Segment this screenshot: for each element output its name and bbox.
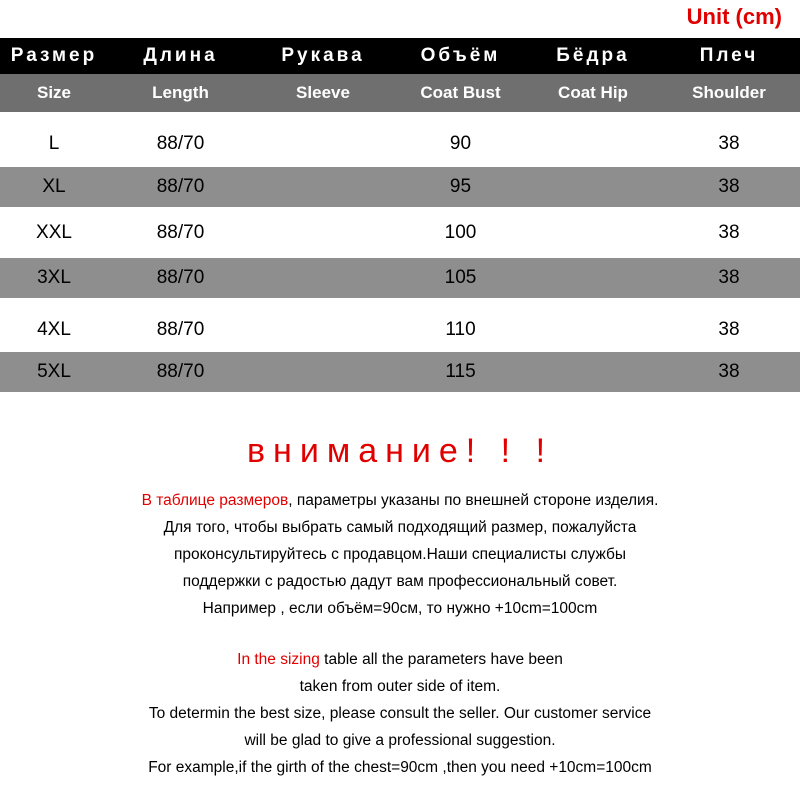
notice-en-line: To determin the best size, please consult the seller. Our customer service <box>148 705 652 722</box>
table-row <box>0 213 800 253</box>
table-row <box>0 310 800 350</box>
column-header-shoulder: Shoulder <box>692 83 766 102</box>
notice-en-first-rest: table all the parameters have been <box>319 651 563 668</box>
table-row <box>0 258 800 298</box>
notice-en-line <box>0 646 800 673</box>
column-header-ru-sleeve: Рукава <box>281 45 365 66</box>
column-header-ru-length: Длина <box>143 45 218 66</box>
cell-length: 88/70 <box>156 361 205 382</box>
column-header-ru-shoulder: Плеч <box>699 45 759 66</box>
column-header-size: Size <box>36 83 72 102</box>
cell-shoulder: 38 <box>718 267 740 288</box>
notice-russian <box>0 487 800 622</box>
attention-heading: внимание! ! ! <box>246 432 554 470</box>
notice-ru-line: проконсультируйтесь с продавцом.Наши специалисты службы <box>173 546 627 563</box>
notice-ru-line: Для того, чтобы выбрать самый подходящий размер, пожалуйста <box>163 519 637 536</box>
notice-ru-highlight: В таблице размеров <box>141 492 289 509</box>
cell-bust: 105 <box>444 267 477 288</box>
notice-ru-first-rest: , параметры указаны по внешней стороне изделия. <box>288 492 659 509</box>
cell-size: L <box>48 133 60 154</box>
table-row <box>0 124 800 164</box>
cell-size: XXL <box>36 222 72 243</box>
cell-bust: 100 <box>444 222 477 243</box>
header-row-english <box>0 74 800 112</box>
notice-en-line: taken from outer side of item. <box>299 678 501 695</box>
notice-ru-line: Например , если объём=90см, то нужно +10cm=100cm <box>202 600 598 617</box>
column-header-bust: Coat Bust <box>420 83 501 102</box>
cell-bust: 95 <box>449 176 472 197</box>
column-header-length: Length <box>152 83 209 102</box>
column-header-ru-bust: Объём <box>420 45 501 66</box>
cell-size: 4XL <box>37 319 71 340</box>
cell-shoulder: 38 <box>718 361 740 382</box>
column-header-hip: Coat Hip <box>558 83 628 102</box>
column-header-sleeve: Sleeve <box>296 83 350 102</box>
cell-length: 88/70 <box>156 267 205 288</box>
cell-length: 88/70 <box>156 319 205 340</box>
notice-en-line: will be glad to give a professional suggestion. <box>244 732 556 749</box>
notice-ru-line <box>0 487 800 514</box>
cell-size: XL <box>42 176 66 197</box>
notice-english <box>0 646 800 781</box>
notice-en-line: For example,if the girth of the chest=90cm ,then you need +10cm=100cm <box>148 759 652 776</box>
unit-label: Unit (cm) <box>686 4 782 29</box>
table-row <box>0 352 800 392</box>
cell-bust: 115 <box>445 361 476 382</box>
cell-bust: 110 <box>445 319 476 340</box>
cell-length: 88/70 <box>156 133 205 154</box>
table-row <box>0 167 800 207</box>
header-row-russian <box>0 38 800 74</box>
cell-shoulder: 38 <box>718 319 740 340</box>
cell-length: 88/70 <box>156 222 205 243</box>
cell-shoulder: 38 <box>718 176 740 197</box>
cell-shoulder: 38 <box>718 222 740 243</box>
column-header-ru-hip: Бёдра <box>556 45 630 66</box>
cell-length: 88/70 <box>156 176 205 197</box>
notice-ru-line: поддержки с радостью дадут вам профессиональный совет. <box>182 573 618 590</box>
cell-size: 5XL <box>37 361 71 382</box>
notice-en-highlight: In the sizing <box>237 651 320 668</box>
column-header-ru-size: Размер <box>10 45 98 66</box>
cell-bust: 90 <box>449 133 472 154</box>
cell-shoulder: 38 <box>718 133 740 154</box>
cell-size: 3XL <box>37 267 71 288</box>
